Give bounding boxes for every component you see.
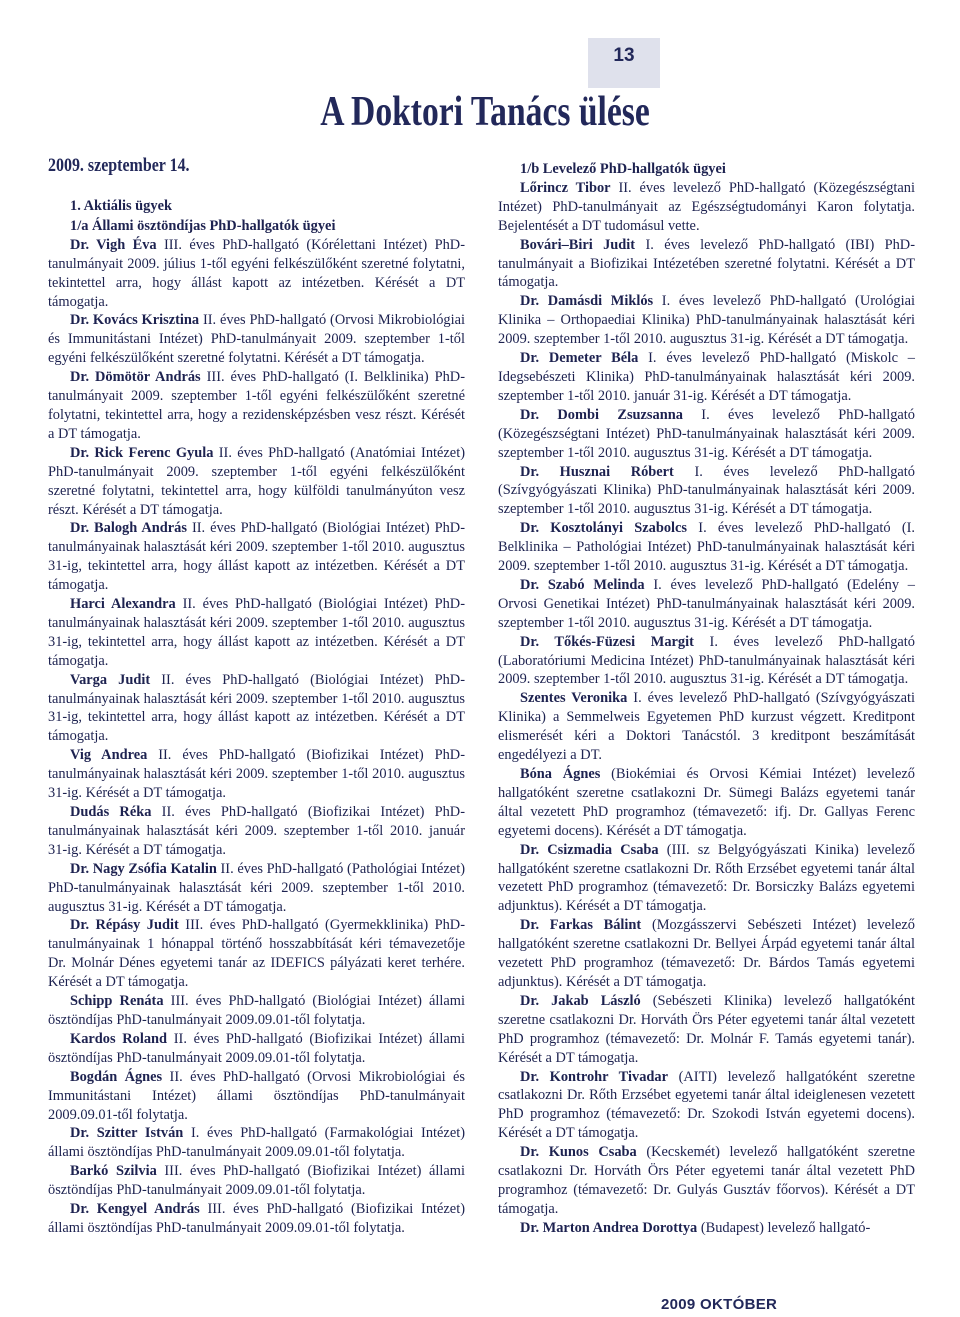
entry-paragraph xyxy=(48,311,465,368)
entry-paragraph xyxy=(498,765,915,841)
entry-paragraph xyxy=(48,595,465,671)
entry-name: Dr. Marton Andrea Dorottya xyxy=(520,1219,698,1236)
entry-name: Dr. Répásy Judit xyxy=(70,917,179,934)
entry-text: I. éves PhD-hallgató (Farmakológiai Intézet) állami ösztöndíjas PhD-tanulmányait 2009.09.01-től folytatja. xyxy=(48,1125,465,1161)
entry-paragraph xyxy=(498,236,915,293)
entry-name: Vig Andrea xyxy=(70,747,148,764)
entry-name: Dr. Kengyel András xyxy=(70,1201,200,1218)
entry-paragraph xyxy=(48,746,465,803)
page-title: A Doktori Tanács ülése xyxy=(320,89,650,135)
entry-paragraph xyxy=(48,1124,465,1162)
entry-paragraph xyxy=(498,841,915,917)
entry-name: Dr. Demeter Béla xyxy=(520,350,639,367)
entry-paragraph xyxy=(498,292,915,349)
entry-text: (AITI) levelező hallgatóként szeretne csatlakozni Dr. Rőth Erzsébet egyetemi tanár által ideiglenesen vezetett PhD programhoz (témavezető: Dr. Szokodi István egyetemi docens). Kérését a DT támogatja. xyxy=(498,1068,915,1142)
entry-paragraph xyxy=(498,576,915,633)
entry-text: (Biokémiai és Orvosi Kémiai Intézet) levelező hallgatóként szeretne csatlakozni Dr. Sümegi Balázs egyetemi tanár által vezetett PhD programhoz (témavezető: ifj. Dr. Gallyas Ferenc egyetemi docens). Kérését a DT támogatja. xyxy=(498,766,915,839)
entry-text: (Kecskemét) levelező hallgatóként szeretne csatlakozni Dr. Horváth Örs Péter egyetemi tanár által vezetett PhD programhoz (témavezető: Dr. Gulyás Gusztáv főorvos). Kérését a DT támogatja. xyxy=(498,1144,915,1217)
meeting-date: 2009. szeptember 14. xyxy=(48,155,190,176)
entry-paragraph xyxy=(498,179,915,236)
entry-text: II. éves PhD-hallgató (Biológiai Intézet) PhD-tanulmányainak halasztását kéri 2009. szeptember 1-től 2010. augusztus 31-ig, tekintettel arra, hogy állást kapott az intézetben. Kérését a DT támogatja. xyxy=(48,520,465,594)
entry-text: I. éves levelező PhD-hallgató (Szívgyógyászati Klinika) a Semmelweis Egyetemen PhD kurzust végzett. Kreditpont elismerését kéri a Doktori Tanácstól. 3 kreditpont beszámítását engedélyezi a DT. xyxy=(498,690,915,764)
entry-text: I. éves levelező PhD-hallgató (Szívgyógyászati Klinika) PhD-tanulmányainak halasztását kéri 2009. szeptember 1-től 2010. augusztus 31-ig. Kérését a DT támogatja. xyxy=(498,463,915,518)
entry-paragraph xyxy=(48,1068,465,1125)
entry-text: I. éves levelező PhD-hallgató (Közegészségtani Intézet) PhD-tanulmányainak halasztását kéri 2009. szeptember 1-től 2010. augusztus 31-ig. Kérését a DT támogatja. xyxy=(498,406,915,461)
entry-paragraph xyxy=(498,633,915,690)
footer-date: 2009 OKTÓBER xyxy=(661,1296,778,1313)
entry-text: (Budapest) levelező hallgató- xyxy=(697,1219,871,1236)
entry-paragraph xyxy=(48,1030,465,1068)
entry-paragraph xyxy=(48,236,465,312)
entry-name: Dr. Szitter István xyxy=(70,1125,184,1142)
entry-text: I. éves levelező PhD-hallgató (Urológiai Klinika – Orthopaediai Klinika) PhD-tanulmányainak halasztását kéri 2009. szeptember 1-től 2010. augusztus 31-ig. Kérését a DT támogatja. xyxy=(498,293,915,348)
entry-text: II. éves PhD-hallgató (Biológiai Intézet) PhD-tanulmányainak halasztását kéri 2009. szeptember 1-től 2010. augusztus 31-ig, tekintettel arra, hogy állást kapott az intézetben. Kérését a DT támogatja. xyxy=(48,671,465,745)
entry-paragraph xyxy=(498,992,915,1068)
entry-text: (Sebészeti Klinika) levelező hallgatóként szeretne csatlakozni Dr. Horváth Örs Péter egyetemi tanár által vezetett PhD programhoz (témavezető: Dr. Molnár F. Tamás egyetemi tanár). Kérését a DT támogatja. xyxy=(498,992,915,1066)
left-column xyxy=(48,197,465,1238)
entry-name: Dr. Farkas Bálint xyxy=(520,917,642,934)
entry-name: Dr. Kunos Csaba xyxy=(520,1144,637,1161)
entry-paragraph xyxy=(498,349,915,406)
entry-paragraph xyxy=(48,1200,465,1238)
entry-paragraph xyxy=(498,406,915,463)
entry-name: Dr. Csizmadia Csaba xyxy=(520,841,659,858)
entry-text: II. éves PhD-hallgató (Biofizikai Intézet) PhD-tanulmányainak halasztását kéri 2009. szeptember 1-től 2010. augusztus 31-ig. Kérését a DT támogatja. xyxy=(48,747,465,802)
entry-text: I. éves levelező PhD-hallgató (Miskolc – Idegsebészeti Klinika) PhD-tanulmányainak halasztását kéri 2009. szeptember 1-től 2010. január 31-ig. Kérését a DT támogatja. xyxy=(498,350,915,404)
entry-paragraph xyxy=(498,916,915,992)
entry-name: Lőrincz Tibor xyxy=(520,179,611,196)
entry-name: Bovári–Biri Judit xyxy=(520,236,636,253)
entry-name: Dr. Kosztolányi Szabolcs xyxy=(520,520,688,537)
entry-name: Dr. Szabó Melinda xyxy=(520,576,645,593)
entry-paragraph xyxy=(498,1219,915,1238)
entry-text: (Mozgásszervi Sebészeti Intézet) levelező hallgatóként szeretne csatlakozni Dr. Bellyei Árpád egyetemi tanár által vezetett PhD programhoz (témavezető: Dr. Bárdos Tamás egyetemi adjunktus). Kérését a DT támogatja. xyxy=(498,917,915,990)
entry-text: II. éves PhD-hallgató (Biológiai Intézet) PhD-tanulmányainak halasztását kéri 2009. szeptember 1-től 2010. augusztus 31-ig, tekintettel arra, hogy állást kapott az intézetben. Kérését a DT támogatja. xyxy=(48,596,465,669)
entry-text: I. éves levelező PhD-hallgató (Edelény – Orvosi Genetikai Intézet) PhD-tanulmányainak halasztását kéri 2009. szeptember 1-től 2010. augusztus 31-ig. Kérését a DT támogatja. xyxy=(498,576,915,631)
entry-name: Dr. Husznai Róbert xyxy=(520,463,674,480)
entry-name: Dr. Jakab László xyxy=(520,992,641,1009)
entry-name: Dr. Rick Ferenc Gyula xyxy=(70,444,214,461)
entry-text: II. éves PhD-hallgató (Biofizikai Intézet) állami ösztöndíjas PhD-tanulmányait 2009.09.01-től folytatja. xyxy=(48,1030,465,1066)
entry-paragraph xyxy=(48,368,465,444)
entry-paragraph xyxy=(498,689,915,765)
entry-name: Dudás Réka xyxy=(70,804,152,820)
entry-text: III. éves PhD-hallgató (Gyermekklinika) PhD-tanulmányainak 1 hónappal történő hosszabbítását kéri témavezetője Dr. Molnár Dénes egyetemi tanár az IDEFICS pályázati keret terhére. Kérését a DT támogatja. xyxy=(48,917,465,991)
entry-paragraph xyxy=(48,444,465,520)
entry-paragraph xyxy=(48,519,465,595)
entry-paragraph xyxy=(48,860,465,917)
entry-text: III. éves PhD-hallgató (Biofizikai Intézet) állami ösztöndíjas PhD-tanulmányait 2009.09.01-től folytatja. xyxy=(48,1163,465,1199)
entry-text: III. éves PhD-hallgató (Biológiai Intézet) állami ösztöndíjas PhD-tanulmányait 2009.09.01-től folytatja. xyxy=(48,993,465,1028)
entry-name: Bóna Ágnes xyxy=(520,766,601,782)
entry-name: Dr. Nagy Zsófia Katalin xyxy=(70,860,217,877)
entry-name: Barkó Szilvia xyxy=(70,1163,157,1180)
entry-paragraph xyxy=(498,1068,915,1144)
section-heading-correspondence: 1/b Levelező PhD-hallgatók ügyei xyxy=(520,161,726,177)
page-number: 13 xyxy=(613,45,635,66)
entry-name: Dr. Dombi Zsuzsanna xyxy=(520,406,683,423)
entry-text: II. éves PhD-hallgató (Orvosi Mikrobiológiai és Immunitástani Intézet) PhD-tanulmányait 2009. szeptember 1-től egyéni felkészülőként szeretné folytatni. Kérését a DT támogatja. xyxy=(48,312,465,367)
entry-name: Szentes Veronika xyxy=(520,690,628,707)
entry-text: (III. sz Belgyógyászati Kinika) levelező hallgatóként szeretne csatlakozni Dr. Rőth Erzsébet egyetemi tanár által vezetett PhD programhoz (témavezető: Dr. Borsiczky Balázs egyetemi adjunktus). Kérését a DT támogatja. xyxy=(498,841,915,915)
entry-text: II. éves PhD-hallgató (Biofizikai Intézet) PhD-tanulmányainak halasztását kéri 2009. szeptember 1-től 2010. január 31-ig. Kérését a DT támogatja. xyxy=(48,804,465,858)
entry-name: Dr. Kontrohr Tivadar xyxy=(520,1068,668,1085)
entry-paragraph xyxy=(498,463,915,520)
entry-text: II. éves PhD-hallgató (Orvosi Mikrobiológiai és Immunitástani Intézet) állami ösztöndíjas PhD-tanulmányait 2009.09.01-től folytatja. xyxy=(48,1068,465,1123)
entry-paragraph xyxy=(48,671,465,747)
entry-paragraph xyxy=(498,519,915,576)
entry-name: Varga Judit xyxy=(70,671,151,688)
entry-name: Dr. Dömötör András xyxy=(70,369,201,386)
entry-paragraph xyxy=(48,992,465,1030)
entry-name: Bogdán Ágnes xyxy=(70,1068,163,1085)
entry-paragraph xyxy=(48,916,465,992)
entry-name: Harci Alexandra xyxy=(70,596,176,613)
entry-name: Schipp Renáta xyxy=(70,993,164,1010)
entry-name: Dr. Damásdi Miklós xyxy=(520,293,654,310)
entry-text: I. éves levelező PhD-hallgató (IBI) PhD-tanulmányait a Biofizikai Intézetében szeretné folytatni. Kérését a DT támogatja. xyxy=(498,236,915,291)
entry-text: I. éves levelező PhD-hallgató (Laboratóriumi Medicina Intézet) PhD-tanulmányainak halasztását kéri 2009. szeptember 1-től 2010. augusztus 31-ig. Kérését a DT támogatja. xyxy=(498,633,915,688)
entry-paragraph xyxy=(48,803,465,860)
entry-text: III. éves PhD-hallgató (I. Belklinika) PhD-tanulmányait 2009. szeptember 1-től egyéni felkészülőként szeretné folytatni, tekintettel arra, hogy a rezidensképzésben vesz részt. Kérését a DT támogatja. xyxy=(48,369,465,442)
entry-paragraph xyxy=(498,1143,915,1219)
entry-text: I. éves levelező PhD-hallgató (I. Belklinika – Pathológiai Intézet) PhD-tanulmányainak halasztását kéri 2009. szeptember 1-től 2010. augusztus 31-ig. Kérését a DT támogatja. xyxy=(498,520,915,575)
right-entries xyxy=(498,179,915,1238)
entry-name: Kardos Roland xyxy=(70,1030,168,1047)
entry-text: II. éves PhD-hallgató (Pathológiai Intézet) PhD-tanulmányainak halasztását kéri 2009. szeptember 1-től 2010. augusztus 31-ig. Kérését a DT támogatja. xyxy=(48,860,465,915)
entry-name: Dr. Vigh Éva xyxy=(70,236,157,253)
section-heading-state-scholarship: 1/a Állami ösztöndíjas PhD-hallgatók ügyei xyxy=(70,217,336,234)
left-entries xyxy=(48,236,465,1238)
entry-text: II. éves levelező PhD-hallgató (Közegészségtani Intézet) PhD-tanulmányait az Egészségtudományi Karon folytatja. Bejelentését a DT tudomásul vette. xyxy=(498,179,915,234)
entry-paragraph xyxy=(48,1162,465,1200)
entry-text: II. éves PhD-hallgató (Anatómiai Intézet) PhD-tanulmányait 2009. szeptember 1-től egyéni felkészülőként szeretné folytatni, tekintettel arra, hogy külföldi tanulmányúton vesz részt. Kérését a DT támogatja. xyxy=(48,444,465,518)
entry-text: III. éves PhD-hallgató (Biofizikai Intézet) állami ösztöndíjas PhD-tanulmányait 2009.09.01-től folytatja. xyxy=(48,1201,465,1236)
entry-name: Dr. Kovács Krisztina xyxy=(70,312,200,329)
entry-text: III. éves PhD-hallgató (Kórélettani Intézet) PhD-tanulmányait 2009. július 1-től egyéni felkészülőként szeretné folytatni, tekintettel arra, hogy állást kapott az intézetben. Kérését a DT támogatja. xyxy=(48,236,465,310)
entry-name: Dr. Balogh András xyxy=(70,520,187,537)
right-column xyxy=(498,160,915,1238)
section-heading-current-matters: 1. Aktiális ügyek xyxy=(70,198,172,214)
entry-name: Dr. Tőkés-Füzesi Margit xyxy=(520,633,694,650)
